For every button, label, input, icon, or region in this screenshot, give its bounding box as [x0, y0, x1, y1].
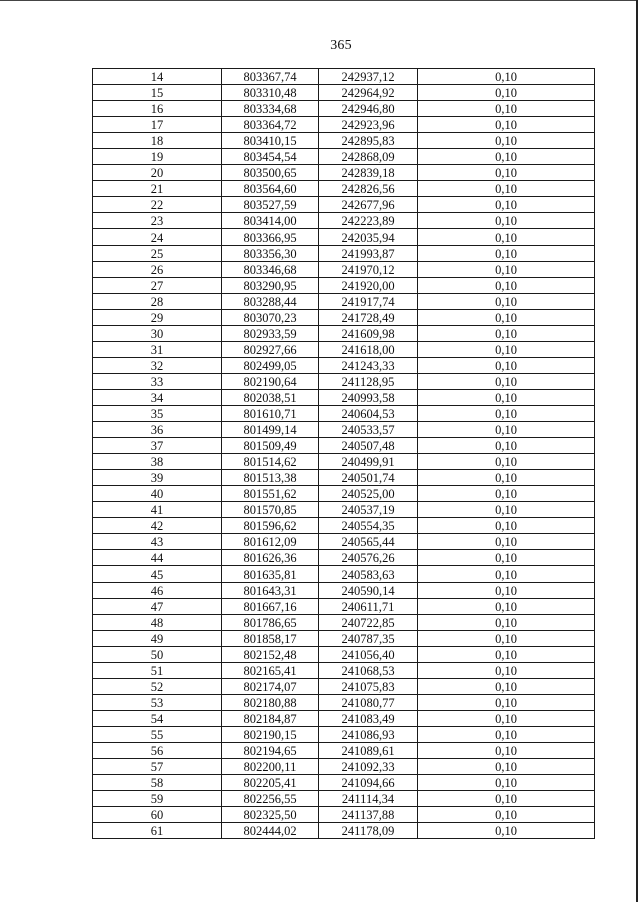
point-number-cell: 23 [93, 213, 222, 229]
table-row [93, 117, 595, 133]
accuracy-cell: 0,10 [418, 165, 595, 181]
point-number-cell: 43 [93, 534, 222, 550]
y-coordinate-cell: 242223,89 [319, 213, 418, 229]
accuracy-cell: 0,10 [418, 486, 595, 502]
y-coordinate-cell: 241094,66 [319, 775, 418, 791]
accuracy-cell: 0,10 [418, 550, 595, 566]
point-number-cell: 37 [93, 438, 222, 454]
accuracy-cell: 0,10 [418, 69, 595, 85]
point-number-cell: 14 [93, 69, 222, 85]
x-coordinate-cell: 801610,71 [222, 405, 319, 421]
coordinates-table-body [93, 69, 595, 839]
point-number-cell: 44 [93, 550, 222, 566]
table-row [93, 486, 595, 502]
x-coordinate-cell: 803527,59 [222, 197, 319, 213]
y-coordinate-cell: 241056,40 [319, 646, 418, 662]
point-number-cell: 22 [93, 197, 222, 213]
point-number-cell: 25 [93, 245, 222, 261]
accuracy-cell: 0,10 [418, 710, 595, 726]
table-row [93, 181, 595, 197]
accuracy-cell: 0,10 [418, 614, 595, 630]
accuracy-cell: 0,10 [418, 277, 595, 293]
point-number-cell: 24 [93, 229, 222, 245]
table-row [93, 389, 595, 405]
accuracy-cell: 0,10 [418, 726, 595, 742]
point-number-cell: 30 [93, 325, 222, 341]
x-coordinate-cell: 803367,74 [222, 69, 319, 85]
accuracy-cell: 0,10 [418, 117, 595, 133]
x-coordinate-cell: 801667,16 [222, 598, 319, 614]
point-number-cell: 21 [93, 181, 222, 197]
x-coordinate-cell: 802256,55 [222, 791, 319, 807]
y-coordinate-cell: 242839,18 [319, 165, 418, 181]
table-row [93, 277, 595, 293]
table-row [93, 309, 595, 325]
point-number-cell: 57 [93, 759, 222, 775]
point-number-cell: 36 [93, 422, 222, 438]
point-number-cell: 47 [93, 598, 222, 614]
y-coordinate-cell: 240583,63 [319, 566, 418, 582]
table-row [93, 341, 595, 357]
y-coordinate-cell: 241092,33 [319, 759, 418, 775]
y-coordinate-cell: 240590,14 [319, 582, 418, 598]
y-coordinate-cell: 240501,74 [319, 470, 418, 486]
y-coordinate-cell: 242035,94 [319, 229, 418, 245]
y-coordinate-cell: 241917,74 [319, 293, 418, 309]
table-row [93, 133, 595, 149]
table-row [93, 213, 595, 229]
accuracy-cell: 0,10 [418, 807, 595, 823]
y-coordinate-cell: 242868,09 [319, 149, 418, 165]
table-row [93, 646, 595, 662]
accuracy-cell: 0,10 [418, 438, 595, 454]
point-number-cell: 49 [93, 630, 222, 646]
table-row [93, 197, 595, 213]
y-coordinate-cell: 241075,83 [319, 678, 418, 694]
accuracy-cell: 0,10 [418, 598, 595, 614]
page-top-edge [0, 0, 636, 1]
accuracy-cell: 0,10 [418, 405, 595, 421]
table-row [93, 742, 595, 758]
point-number-cell: 55 [93, 726, 222, 742]
accuracy-cell: 0,10 [418, 181, 595, 197]
accuracy-cell: 0,10 [418, 229, 595, 245]
accuracy-cell: 0,10 [418, 309, 595, 325]
coordinates-table [92, 68, 595, 839]
table-row [93, 101, 595, 117]
x-coordinate-cell: 802444,02 [222, 823, 319, 839]
table-row [93, 165, 595, 181]
y-coordinate-cell: 240507,48 [319, 438, 418, 454]
point-number-cell: 19 [93, 149, 222, 165]
x-coordinate-cell: 803070,23 [222, 309, 319, 325]
y-coordinate-cell: 242923,96 [319, 117, 418, 133]
point-number-cell: 18 [93, 133, 222, 149]
y-coordinate-cell: 240722,85 [319, 614, 418, 630]
x-coordinate-cell: 801513,38 [222, 470, 319, 486]
x-coordinate-cell: 802499,05 [222, 357, 319, 373]
y-coordinate-cell: 241068,53 [319, 662, 418, 678]
x-coordinate-cell: 802927,66 [222, 341, 319, 357]
x-coordinate-cell: 802200,11 [222, 759, 319, 775]
x-coordinate-cell: 802038,51 [222, 389, 319, 405]
point-number-cell: 56 [93, 742, 222, 758]
y-coordinate-cell: 240533,57 [319, 422, 418, 438]
accuracy-cell: 0,10 [418, 85, 595, 101]
table-row [93, 357, 595, 373]
point-number-cell: 32 [93, 357, 222, 373]
point-number-cell: 45 [93, 566, 222, 582]
y-coordinate-cell: 241086,93 [319, 726, 418, 742]
accuracy-cell: 0,10 [418, 759, 595, 775]
table-row [93, 373, 595, 389]
x-coordinate-cell: 802165,41 [222, 662, 319, 678]
x-coordinate-cell: 803356,30 [222, 245, 319, 261]
accuracy-cell: 0,10 [418, 566, 595, 582]
accuracy-cell: 0,10 [418, 325, 595, 341]
point-number-cell: 60 [93, 807, 222, 823]
table-row [93, 85, 595, 101]
point-number-cell: 54 [93, 710, 222, 726]
accuracy-cell: 0,10 [418, 261, 595, 277]
y-coordinate-cell: 241618,00 [319, 341, 418, 357]
y-coordinate-cell: 242946,80 [319, 101, 418, 117]
accuracy-cell: 0,10 [418, 197, 595, 213]
table-row [93, 807, 595, 823]
accuracy-cell: 0,10 [418, 454, 595, 470]
accuracy-cell: 0,10 [418, 502, 595, 518]
point-number-cell: 35 [93, 405, 222, 421]
table-row [93, 823, 595, 839]
point-number-cell: 42 [93, 518, 222, 534]
table-row [93, 759, 595, 775]
point-number-cell: 48 [93, 614, 222, 630]
point-number-cell: 33 [93, 373, 222, 389]
table-row [93, 293, 595, 309]
table-row [93, 69, 595, 85]
x-coordinate-cell: 803414,00 [222, 213, 319, 229]
y-coordinate-cell: 240611,71 [319, 598, 418, 614]
y-coordinate-cell: 242677,96 [319, 197, 418, 213]
accuracy-cell: 0,10 [418, 213, 595, 229]
point-number-cell: 50 [93, 646, 222, 662]
point-number-cell: 52 [93, 678, 222, 694]
y-coordinate-cell: 240787,35 [319, 630, 418, 646]
y-coordinate-cell: 241137,88 [319, 807, 418, 823]
y-coordinate-cell: 240576,26 [319, 550, 418, 566]
x-coordinate-cell: 803346,68 [222, 261, 319, 277]
table-row [93, 582, 595, 598]
table-row [93, 470, 595, 486]
x-coordinate-cell: 802190,15 [222, 726, 319, 742]
point-number-cell: 34 [93, 389, 222, 405]
accuracy-cell: 0,10 [418, 133, 595, 149]
point-number-cell: 28 [93, 293, 222, 309]
table-row [93, 438, 595, 454]
y-coordinate-cell: 241128,95 [319, 373, 418, 389]
accuracy-cell: 0,10 [418, 245, 595, 261]
accuracy-cell: 0,10 [418, 662, 595, 678]
accuracy-cell: 0,10 [418, 742, 595, 758]
x-coordinate-cell: 803334,68 [222, 101, 319, 117]
accuracy-cell: 0,10 [418, 582, 595, 598]
point-number-cell: 38 [93, 454, 222, 470]
y-coordinate-cell: 240565,44 [319, 534, 418, 550]
point-number-cell: 53 [93, 694, 222, 710]
x-coordinate-cell: 801596,62 [222, 518, 319, 534]
table-row [93, 630, 595, 646]
table-row [93, 245, 595, 261]
accuracy-cell: 0,10 [418, 694, 595, 710]
point-number-cell: 15 [93, 85, 222, 101]
y-coordinate-cell: 241178,09 [319, 823, 418, 839]
x-coordinate-cell: 801514,62 [222, 454, 319, 470]
table-row [93, 325, 595, 341]
y-coordinate-cell: 240525,00 [319, 486, 418, 502]
table-row [93, 791, 595, 807]
x-coordinate-cell: 801858,17 [222, 630, 319, 646]
x-coordinate-cell: 802184,87 [222, 710, 319, 726]
accuracy-cell: 0,10 [418, 646, 595, 662]
x-coordinate-cell: 802180,88 [222, 694, 319, 710]
point-number-cell: 40 [93, 486, 222, 502]
accuracy-cell: 0,10 [418, 357, 595, 373]
x-coordinate-cell: 802325,50 [222, 807, 319, 823]
x-coordinate-cell: 803290,95 [222, 277, 319, 293]
table-row [93, 694, 595, 710]
accuracy-cell: 0,10 [418, 823, 595, 839]
point-number-cell: 20 [93, 165, 222, 181]
y-coordinate-cell: 240554,35 [319, 518, 418, 534]
point-number-cell: 39 [93, 470, 222, 486]
x-coordinate-cell: 801635,81 [222, 566, 319, 582]
accuracy-cell: 0,10 [418, 389, 595, 405]
x-coordinate-cell: 802205,41 [222, 775, 319, 791]
accuracy-cell: 0,10 [418, 149, 595, 165]
point-number-cell: 27 [93, 277, 222, 293]
y-coordinate-cell: 240537,19 [319, 502, 418, 518]
page-number: 365 [330, 38, 352, 53]
table-row [93, 261, 595, 277]
point-number-cell: 51 [93, 662, 222, 678]
point-number-cell: 58 [93, 775, 222, 791]
accuracy-cell: 0,10 [418, 630, 595, 646]
y-coordinate-cell: 240499,91 [319, 454, 418, 470]
y-coordinate-cell: 242937,12 [319, 69, 418, 85]
accuracy-cell: 0,10 [418, 470, 595, 486]
x-coordinate-cell: 803364,72 [222, 117, 319, 133]
x-coordinate-cell: 801786,65 [222, 614, 319, 630]
accuracy-cell: 0,10 [418, 293, 595, 309]
point-number-cell: 29 [93, 309, 222, 325]
y-coordinate-cell: 242964,92 [319, 85, 418, 101]
table-row [93, 662, 595, 678]
accuracy-cell: 0,10 [418, 422, 595, 438]
x-coordinate-cell: 802933,59 [222, 325, 319, 341]
table-row [93, 775, 595, 791]
x-coordinate-cell: 803454,54 [222, 149, 319, 165]
x-coordinate-cell: 801612,09 [222, 534, 319, 550]
accuracy-cell: 0,10 [418, 341, 595, 357]
point-number-cell: 59 [93, 791, 222, 807]
point-number-cell: 46 [93, 582, 222, 598]
point-number-cell: 26 [93, 261, 222, 277]
y-coordinate-cell: 241114,34 [319, 791, 418, 807]
accuracy-cell: 0,10 [418, 678, 595, 694]
y-coordinate-cell: 241080,77 [319, 694, 418, 710]
x-coordinate-cell: 803500,65 [222, 165, 319, 181]
table-row [93, 502, 595, 518]
y-coordinate-cell: 241609,98 [319, 325, 418, 341]
table-row [93, 550, 595, 566]
y-coordinate-cell: 241920,00 [319, 277, 418, 293]
table-row [93, 598, 595, 614]
y-coordinate-cell: 241993,87 [319, 245, 418, 261]
x-coordinate-cell: 801499,14 [222, 422, 319, 438]
y-coordinate-cell: 241243,33 [319, 357, 418, 373]
x-coordinate-cell: 803310,48 [222, 85, 319, 101]
table-row [93, 678, 595, 694]
accuracy-cell: 0,10 [418, 534, 595, 550]
point-number-cell: 17 [93, 117, 222, 133]
x-coordinate-cell: 801643,31 [222, 582, 319, 598]
y-coordinate-cell: 241083,49 [319, 710, 418, 726]
accuracy-cell: 0,10 [418, 101, 595, 117]
point-number-cell: 41 [93, 502, 222, 518]
table-row [93, 422, 595, 438]
accuracy-cell: 0,10 [418, 775, 595, 791]
x-coordinate-cell: 801570,85 [222, 502, 319, 518]
accuracy-cell: 0,10 [418, 791, 595, 807]
y-coordinate-cell: 241728,49 [319, 309, 418, 325]
y-coordinate-cell: 240993,58 [319, 389, 418, 405]
x-coordinate-cell: 802194,65 [222, 742, 319, 758]
y-coordinate-cell: 242895,83 [319, 133, 418, 149]
y-coordinate-cell: 241089,61 [319, 742, 418, 758]
table-row [93, 726, 595, 742]
table-row [93, 229, 595, 245]
table-row [93, 566, 595, 582]
table-row [93, 454, 595, 470]
x-coordinate-cell: 803288,44 [222, 293, 319, 309]
x-coordinate-cell: 802152,48 [222, 646, 319, 662]
y-coordinate-cell: 241970,12 [319, 261, 418, 277]
point-number-cell: 61 [93, 823, 222, 839]
x-coordinate-cell: 802174,07 [222, 678, 319, 694]
table-row [93, 614, 595, 630]
x-coordinate-cell: 802190,64 [222, 373, 319, 389]
x-coordinate-cell: 801626,36 [222, 550, 319, 566]
table-row [93, 405, 595, 421]
x-coordinate-cell: 803564,60 [222, 181, 319, 197]
table-row [93, 149, 595, 165]
table-row [93, 710, 595, 726]
x-coordinate-cell: 803410,15 [222, 133, 319, 149]
x-coordinate-cell: 803366,95 [222, 229, 319, 245]
point-number-cell: 16 [93, 101, 222, 117]
accuracy-cell: 0,10 [418, 518, 595, 534]
y-coordinate-cell: 240604,53 [319, 405, 418, 421]
accuracy-cell: 0,10 [418, 373, 595, 389]
point-number-cell: 31 [93, 341, 222, 357]
x-coordinate-cell: 801509,49 [222, 438, 319, 454]
x-coordinate-cell: 801551,62 [222, 486, 319, 502]
table-row [93, 534, 595, 550]
table-row [93, 518, 595, 534]
y-coordinate-cell: 242826,56 [319, 181, 418, 197]
